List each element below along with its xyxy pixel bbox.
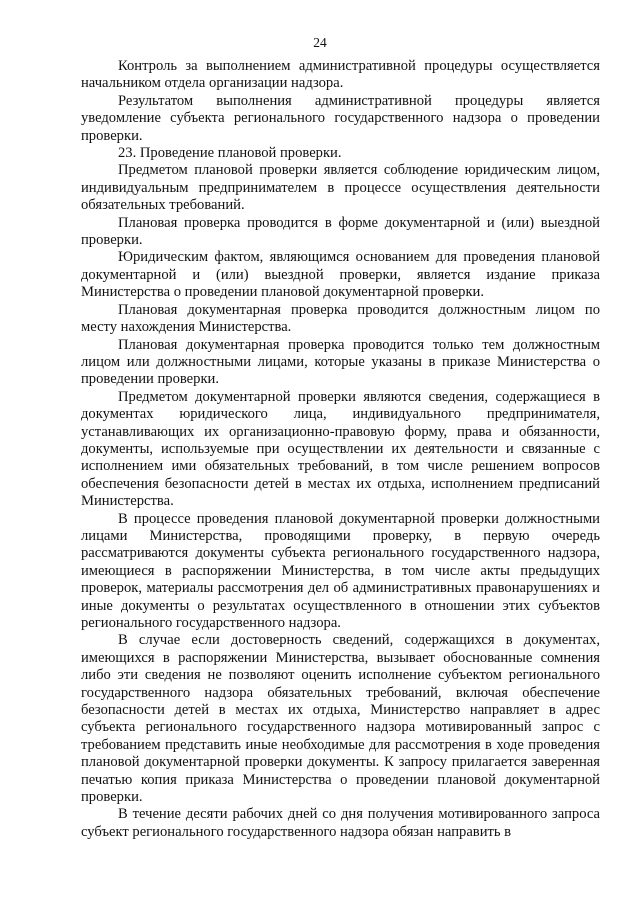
paragraph-inspection-subject: Предметом плановой проверки является соблюдение юридическим лицом, индивидуальным предпринимателем в процессе осуществления деятельности обязательных требований. — [81, 162, 600, 214]
paragraph-request: В случае если достоверность сведений, содержащихся в документах, имеющихся в распоряжении Министерства, вызывает обоснованные сомнения либо эти сведения не позволяют оценить исполнение субъектом регионального государственного надзора обязательных требований, включая обеспечение безопасности детей в местах их отдыха, Министерство направляет в адрес субъекта регионального государственного надзора мотивированный запрос с требованием представить иные необходимые для рассмотрения в ходе проведения плановой документарной проверки документы. К запросу прилагается заверенная печатью копия приказа Министерства о проведении плановой документарной проверки. — [81, 632, 600, 806]
paragraph-deadline: В течение десяти рабочих дней со дня получения мотивированного запроса субъект регионального государственного надзора обязан направить в — [81, 806, 600, 840]
section-heading-23: 23. Проведение плановой проверки. — [118, 145, 342, 162]
page-number: 24 — [313, 35, 327, 50]
paragraph-legal-basis: Юридическим фактом, являющимся основанием для проведения плановой документарной и (или) выездной проверки, является издание приказа Министерства о проведении плановой документарной проверки. — [81, 249, 600, 301]
paragraph-control: Контроль за выполнением административной процедуры осуществляется начальником отдела организации надзора. — [81, 58, 600, 92]
paragraph-officials: Плановая документарная проверка проводится только тем должностным лицом или должностными лицами, которые указаны в приказе Министерства о проведении проверки. — [81, 336, 600, 388]
document-body — [81, 58, 600, 841]
paragraph-inspection-form: Плановая проверка проводится в форме документарной и (или) выездной проверки. — [81, 214, 600, 249]
paragraph-location: Плановая документарная проверка проводится должностным лицом по месту нахождения Министерства. — [81, 301, 600, 336]
paragraph-documentary-subject: Предметом документарной проверки являются сведения, содержащиеся в документах юридического лица, индивидуального предпринимателя, устанавливающих их организационно-правовую форму, права и обязанности, документы, используемые при осуществлении их деятельности и связанные с исполнением ими обязательных требований, в том числе решением вопросов обеспечения безопасности детей в местах их отдыха, исполнением предписаний Министерства. — [81, 388, 600, 510]
paragraph-review-process: В процессе проведения плановой документарной проверки должностными лицами Министерства, проводящими проверку, в первую очередь рассматриваются документы субъекта регионального государственного надзора, имеющиеся в распоряжении Министерства, в том числе акты предыдущих проверок, материалы рассмотрения дел об административных правонарушениях и иные документы о результатах осуществленного в отношении этих субъектов регионального государственного надзора. — [81, 510, 600, 631]
paragraph-result: Результатом выполнения административной процедуры является уведомление субъекта регионального государственного надзора о проведении проверки. — [81, 92, 600, 144]
